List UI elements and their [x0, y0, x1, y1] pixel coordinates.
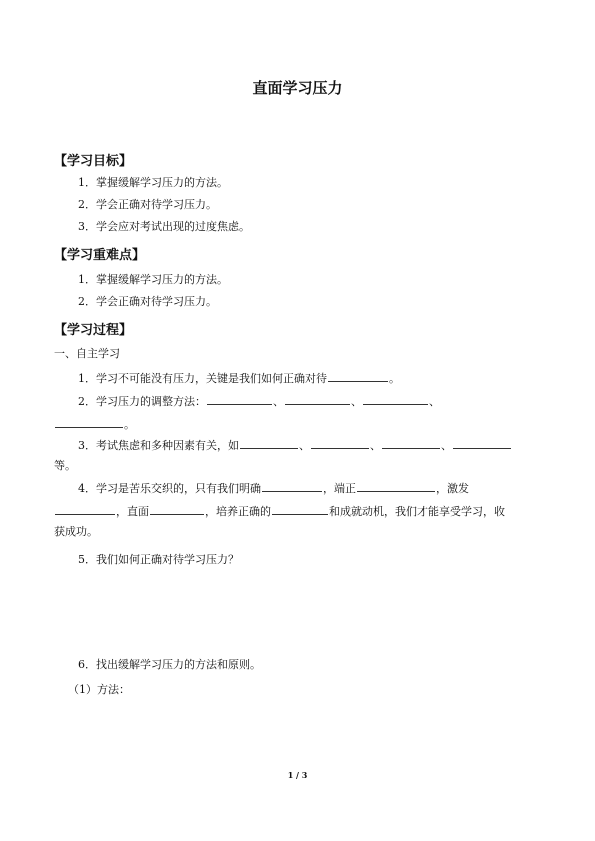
question-3-continued: 等。: [54, 459, 76, 472]
answer-blank[interactable]: [272, 503, 328, 515]
page-number: 1 / 3: [287, 770, 308, 780]
answer-blank[interactable]: [453, 437, 511, 449]
question-2: 2．学习压力的调整方法： 、 、 、: [78, 395, 440, 408]
answer-blank[interactable]: [357, 480, 435, 492]
answer-blank[interactable]: [150, 503, 204, 515]
answer-blank[interactable]: [207, 393, 272, 405]
answer-blank[interactable]: [240, 437, 298, 449]
answer-blank[interactable]: [55, 416, 123, 428]
part-heading: 一、自主学习: [54, 347, 120, 360]
section-goals-heading: 【学习目标】: [54, 154, 133, 169]
question-2-continued: 。: [54, 416, 135, 432]
question-6-sub-1: （1）方法：: [68, 683, 130, 696]
question-4: 4．学习是苦乐交织的，只有我们明确 ，端正 ，激发: [78, 482, 469, 495]
answer-blank[interactable]: [262, 480, 322, 492]
key-point-item: 2．学会正确对待学习压力。: [78, 295, 217, 308]
question-4-end: 获成功。: [54, 525, 98, 538]
section-process-heading: 【学习过程】: [54, 323, 133, 338]
question-3: 3．考试焦虑和多种因素有关，如 、 、 、: [78, 437, 512, 453]
section-key-points-heading: 【学习重难点】: [54, 248, 146, 263]
question-6: 6．找出缓解学习压力的方法和原则。: [78, 658, 261, 671]
question-4-continued: ，直面 ，培养正确的 和成就动机，我们才能享受学习，收: [54, 503, 505, 519]
answer-blank[interactable]: [55, 503, 115, 515]
answer-blank[interactable]: [328, 370, 388, 382]
key-point-item: 1．掌握缓解学习压力的方法。: [78, 273, 228, 286]
answer-blank[interactable]: [285, 393, 350, 405]
question-1: 1．学习不可能没有压力，关键是我们如何正确对待 。: [78, 372, 400, 385]
answer-blank[interactable]: [311, 437, 369, 449]
question-5: 5．我们如何正确对待学习压力？: [78, 553, 239, 566]
goal-item: 2．学会正确对待学习压力。: [78, 198, 217, 211]
goal-item: 3．学会应对考试出现的过度焦虑。: [78, 220, 250, 233]
answer-blank[interactable]: [382, 437, 440, 449]
answer-blank[interactable]: [363, 393, 428, 405]
page-title: 直面学习压力: [252, 79, 343, 97]
goal-item: 1．掌握缓解学习压力的方法。: [78, 176, 228, 189]
